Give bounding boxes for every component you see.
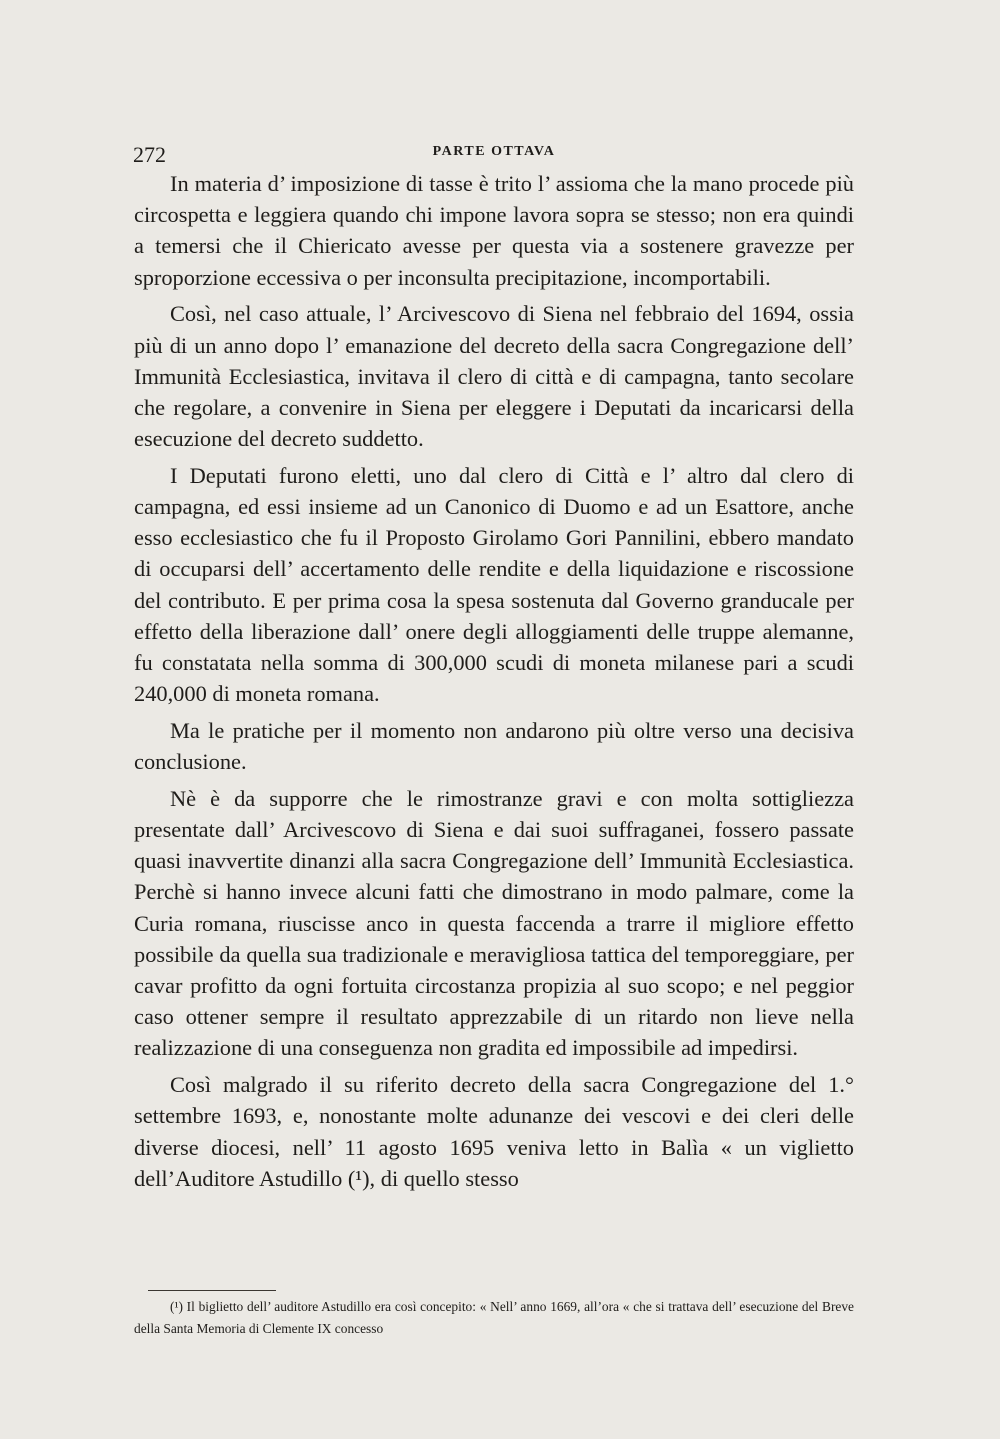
paragraph: Nè è da supporre che le rimostranze gravi e con molta sottigliezza presentate dall’ Arcivescovo di Siena e dai suoi suffraganei, fossero passate quasi inavvertite dinanzi alla sacra Congregazione dell’ Immunità Ecclesiastica. Perchè si hanno invece alcuni fatti che dimostrano in modo palmare, come la Curia romana, riuscisse anco in questa faccenda a trarre il migliore effetto possibile da quella sua tradizionale e meravigliosa tattica del temporeggiare, per cavar profitto da ogni fortuita circostanza propizia al suo scopo; e nel peggior caso ottener sempre il resultato apprezzabile di un ritardo non lieve nella realizzazione di una conseguenza non gradita ed impossibile ad impedirsi.	[134, 785, 854, 1061]
running-head	[133, 138, 855, 168]
paragraph: Ma le pratiche per il momento non andarono più oltre verso una decisiva conclusione.	[134, 717, 854, 775]
paragraph: I Deputati furono eletti, uno dal clero di Città e l’ altro dal clero di campagna, ed essi insieme ad un Canonico di Duomo e ad un Esattore, anche esso ecclesiastico che fu il Proposto Girolamo Gori Pannilini, ebbero mandato di occuparsi dell’ accertamento delle rendite e della liquidazione e riscossione del contributo. E per prima cosa la spesa sostenuta dal Governo granducale per effetto della liberazione dall’ onere degli alloggiamenti delle truppe alemanne, fu constatata nella somma di 300,000 scudi di moneta milanese pari a scudi 240,000 di moneta romana.	[134, 462, 854, 707]
paragraph: Così, nel caso attuale, l’ Arcivescovo di Siena nel febbraio del 1694, ossia più di un anno dopo l’ emanazione del decreto della sacra Congregazione dell’ Immunità Ecclesiastica, invitava il clero di città e di campagna, tanto secolare che regolare, a convenire in Siena per eleggere i Deputati da incaricarsi della esecuzione del decreto suddetto.	[134, 301, 854, 452]
body-text	[134, 168, 854, 1200]
paragraph: Così malgrado il su riferito decreto della sacra Congregazione del 1.° settembre 1693, e, nonostante molte adunanze dei vescovi e dei cleri delle diverse diocesi, nell’ 11 agosto 1695 veniva letto in Balìa « un viglietto dell’Auditore Astudillo (¹), di quello stesso	[134, 1072, 854, 1191]
footnotes	[134, 1296, 854, 1340]
page-number: 272	[133, 142, 166, 167]
section-title: PARTE OTTAVA	[432, 144, 556, 159]
paragraph: In materia d’ imposizione di tasse è trito l’ assioma che la mano procede più circospetta e leggiera quando chi impone lavora sopra se stesso; non era quindi a temersi che il Chiericato avesse per questa via a sostenere gravezze per sproporzione eccessiva o per inconsulta precipitazione, incomportabili.	[134, 171, 854, 290]
footnote-divider	[148, 1290, 276, 1291]
footnote: (¹) Il biglietto dell’ auditore Astudillo era così concepito: « Nell’ anno 1669, all’ora « che si trattava dell’ esecuzione del Breve della Santa Memoria di Clemente IX concesso	[134, 1299, 854, 1336]
